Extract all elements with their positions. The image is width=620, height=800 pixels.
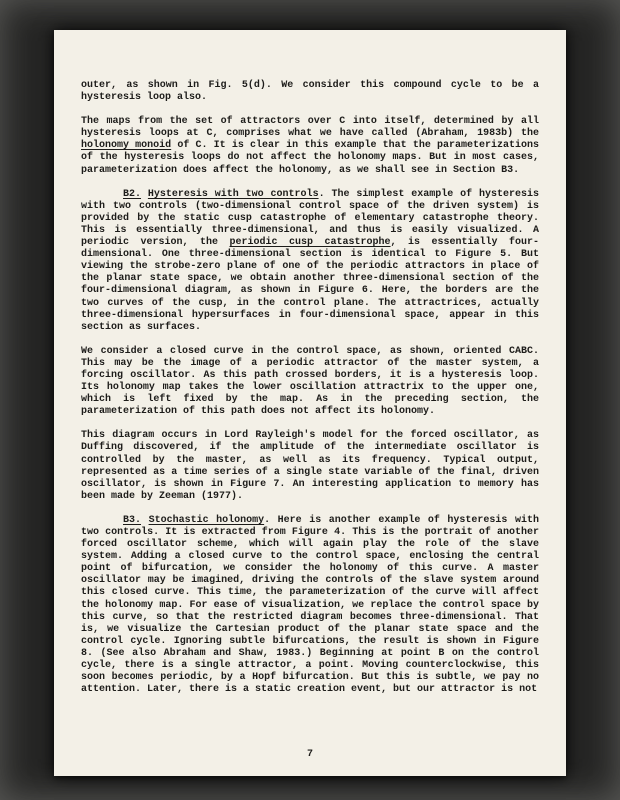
paragraph (81, 515, 539, 696)
paragraph (81, 346, 539, 419)
underlined-text-run: periodic cusp catastrophe (229, 237, 391, 249)
text-run: The maps from the set of attractors over C into itself, determined by all hysteresis loops at C, comprises what we have called (Abraham, 1983b) the (81, 116, 539, 140)
paragraph (81, 80, 539, 104)
text-run: of C. It is clear in this example that the parameterizations of the hysteresis loops do not affect the holonomy maps. But in most cases, parameterization does affect the holonomy, as we shall see in Section B3. (81, 140, 540, 176)
page-number: 7 (306, 749, 313, 760)
text-run: . The simplest example of hysteresis with two controls (two-dimensional control space of the driven system) is provided by the static cusp catastrophe of elementary catastrophe theory. This is essentially three-dimensional, and thus is easily visualized. A periodic version, the (81, 188, 539, 249)
text-run: outer, as shown in Fig. 5(d). We consider this compound cycle to be a hysteresis loop also. (81, 80, 539, 104)
text-run (141, 189, 148, 200)
text-run: We consider a closed curve in the control space, as shown, oriented CABC. This may be the image of a periodic attractor of the master system, a forcing oscillator. As this path crossed borders, it is a hysteresis loop. Its holonomy map takes the lower oscillation attractrix to the upper one, which is left fixed by the map. As in the preceding section, the parameterization of this path does not affect its holonomy. (81, 345, 539, 418)
underlined-text-run: Hysteresis with two controls (147, 188, 319, 200)
paper-page (54, 30, 566, 776)
underlined-text-run: B3. (123, 514, 142, 526)
paragraph (81, 189, 539, 334)
text-run: , is essentially four-dimensional. One three-dimensional section is identical to Figure 5. But viewing the strobe-zero plane of one of the periodic attractors in place of the planar state space, we obtain another three-dimensional section of the four-dimensional diagram, as shown in Figure 6. Here, the borders are the two curves of the cusp, in the control plane. The attractrices, actually three-dimensional hypersurfaces in four-dimensional space, appear in this section as surfaces. (81, 237, 540, 333)
underlined-text-run: Stochastic holonomy (148, 514, 265, 526)
paragraph (81, 116, 539, 176)
text-run (141, 515, 149, 526)
underlined-text-run: B2. (123, 188, 142, 200)
text-run: This diagram occurs in Lord Rayleigh's model for the forced oscillator, as Duffing discovered, if the amplitude of the intermediate oscillator is controlled by the master, as well as its frequency. Typical output, represented as a time series of a single state variable of the final, driven oscillator, is shown in Figure 7. An interesting application to memory has been made by Zeeman (1977). (81, 430, 539, 502)
paragraph (81, 430, 539, 503)
text-run: . Here is another example of hysteresis with two controls. It is extracted from Figure 4. This is the portrait of another forced oscillator scheme, which will again play the role of the slave system. Adding a closed curve to the control space, enclosing the central point of bifurcation, we consider the holonomy of this curve. A master oscillator may be imagined, driving the controls of the slave system around this closed curve. This time, the parameterization of the curve will affect the holonomy map. For ease of visualization, we replace the control space by this curve, so that the restricted diagram becomes three-dimensional. That is, we visualize the Cartesian product of the planar state space and the control cycle. Ignoring subtle bifurcations, the result is shown in Figure 8. (See also Abraham and Shaw, 1983.) Beginning at point B on the control cycle, there is a single attractor, a point. Moving counterclockwise, this soon becomes periodic, by a Hopf bifurcation. But this is subtle, we pay no attention. Later, there is a static creation event, but our attractor is not (81, 514, 539, 696)
underlined-text-run: holonomy monoid (81, 140, 172, 152)
text-column (81, 80, 539, 708)
